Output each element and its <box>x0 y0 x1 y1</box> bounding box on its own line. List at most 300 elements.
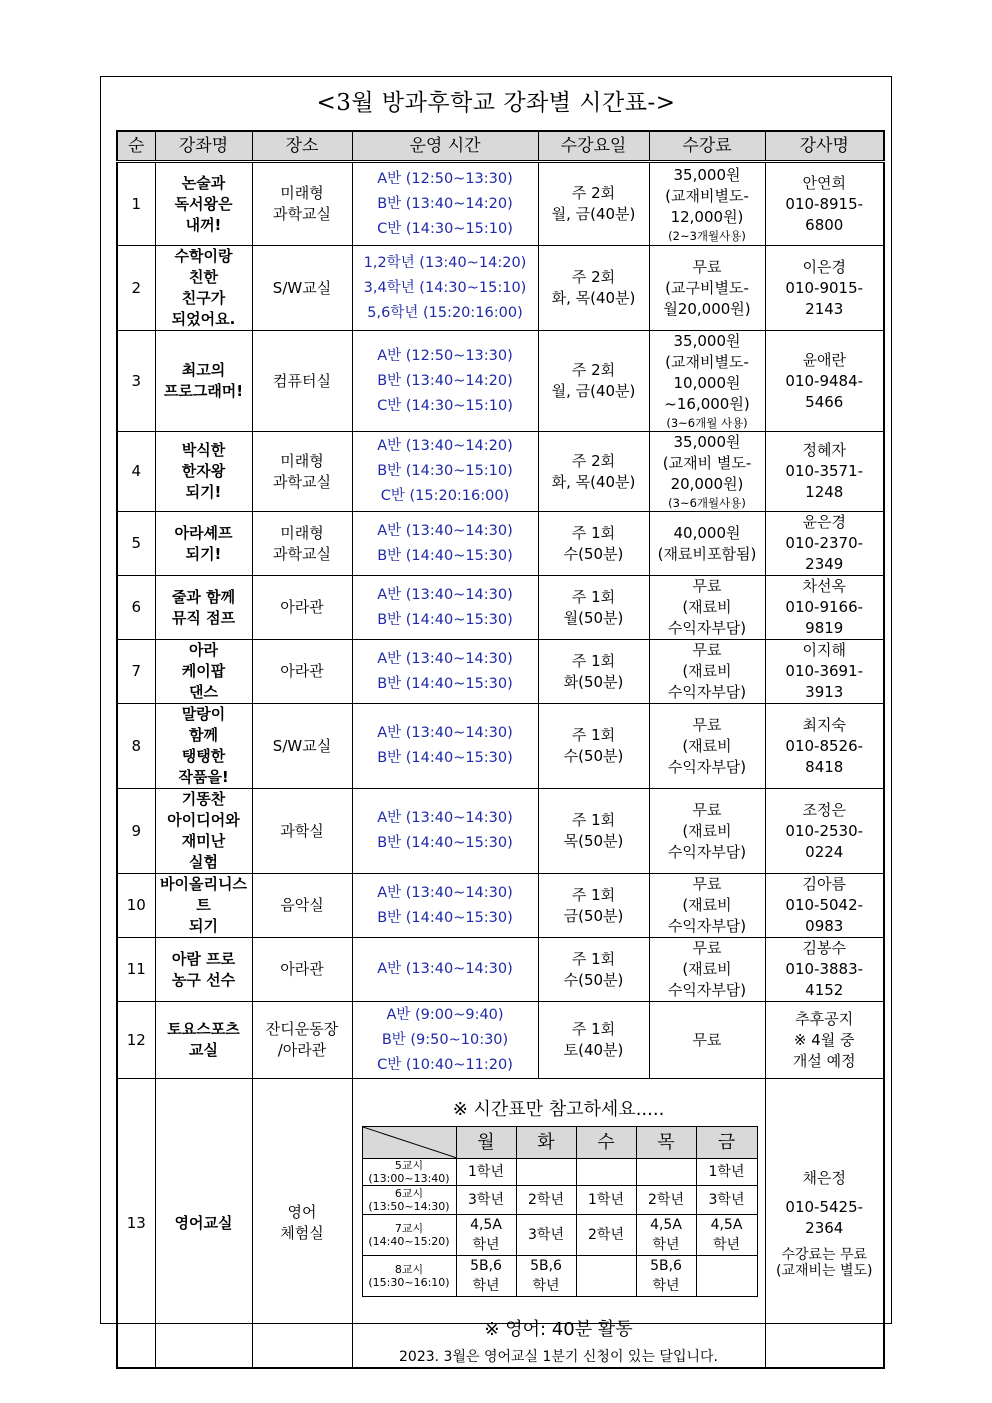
course-times <box>352 938 538 1002</box>
course-line: 최고의 <box>181 361 226 379</box>
course-times <box>352 874 538 938</box>
teacher-line: (교재비는 별도) <box>775 1262 873 1279</box>
days-line: 주 1회 <box>571 726 616 744</box>
teacher-line: 010-5425-2364 <box>785 1197 864 1237</box>
day-header-1: 화 <box>516 1127 576 1159</box>
course-line: 박식한 <box>181 441 226 459</box>
table-row <box>117 576 884 640</box>
grade-line: 학년 <box>472 1278 500 1294</box>
place-line: 과학실 <box>280 821 324 840</box>
period-cell <box>516 1215 576 1256</box>
fee-line: (재료비포함됨) <box>657 544 757 563</box>
teacher-line: 조정은 <box>802 800 846 819</box>
course-name <box>155 640 252 704</box>
english-timetable-cell <box>352 1079 765 1369</box>
course-line: 말랑이 <box>181 705 226 723</box>
course-name <box>155 432 252 512</box>
course-fee <box>649 432 765 512</box>
fee-line: (재료비 <box>682 662 732 680</box>
days-line: 화, 목(40분) <box>551 289 636 307</box>
days-line: 수(50분) <box>563 544 624 563</box>
place-line: 미래형 <box>280 523 324 542</box>
period-label <box>362 1256 456 1297</box>
fee-line: 무료 <box>692 641 722 659</box>
time-line: B반 (14:40~15:30) <box>377 835 513 851</box>
teacher-line: 정혜자 <box>802 441 846 459</box>
teacher-line: 010-2530-0224 <box>785 821 864 861</box>
course-line: 줄과 함께 <box>171 587 236 606</box>
fee-line: 무료 <box>692 577 722 595</box>
period-label-line: 7교시 <box>394 1222 424 1235</box>
place-line: 미래형 <box>280 184 324 202</box>
place-line: 아라관 <box>280 960 324 978</box>
course-place <box>252 704 352 789</box>
teacher-info <box>765 704 884 789</box>
teacher-line: 010-9484-5466 <box>785 371 864 411</box>
period-label <box>362 1215 456 1256</box>
grade-line: 4,5A <box>650 1217 682 1233</box>
days-line: 월(50분) <box>563 608 624 627</box>
place-line: 과학교실 <box>273 205 331 223</box>
time-line: A반 (13:40~14:30) <box>377 884 513 901</box>
table-row <box>117 938 884 1002</box>
course-fee <box>649 640 765 704</box>
teacher-info <box>765 1079 884 1369</box>
day-header-0: 월 <box>456 1127 516 1159</box>
days-line: 주 1회 <box>571 949 616 968</box>
fee-line: 35,000원 <box>673 332 741 350</box>
course-days <box>538 938 649 1002</box>
course-name <box>155 162 252 246</box>
teacher-line: 채은정 <box>802 1168 846 1187</box>
course-times <box>352 640 538 704</box>
fee-line: 20,000원) <box>670 475 744 493</box>
fee-line: 수익자부담) <box>667 981 747 999</box>
fee-line: 수익자부담) <box>667 619 747 637</box>
row-number: 7 <box>117 640 155 704</box>
fee-line: 무료 <box>692 257 722 276</box>
course-fee <box>649 512 765 576</box>
place-line: 미래형 <box>280 451 324 470</box>
days-line: 월, 금(40분) <box>551 382 636 400</box>
course-name <box>155 576 252 640</box>
teacher-line: 윤애란 <box>802 350 846 369</box>
teacher-line: 안연희 <box>802 173 846 192</box>
english-row <box>117 1079 884 1369</box>
course-line: 농구 선수 <box>171 970 236 989</box>
course-fee <box>649 704 765 789</box>
grade-line: 학년 <box>652 1237 680 1253</box>
period-label-line: (13:50~14:30) <box>368 1200 450 1213</box>
time-line: A반 (13:40~14:30) <box>377 810 513 826</box>
time-line: B반 (13:40~14:20) <box>377 372 513 389</box>
days-line: 토(40분) <box>563 1041 624 1059</box>
time-line: 1,2학년 (13:40~14:20) <box>363 254 527 271</box>
time-line: C반 (14:30~15:10) <box>377 397 513 414</box>
course-line: 논술과 <box>181 173 226 192</box>
course-line: 케이팝 <box>181 662 226 680</box>
teacher-line: 최지숙 <box>802 715 846 734</box>
place-line: 컴퓨터실 <box>273 371 331 390</box>
period-cell <box>456 1186 516 1215</box>
fee-line: 수익자부담) <box>667 842 747 861</box>
fee-line: 35,000원 <box>673 433 741 451</box>
english-note: ※ 시간표만 참고하세요..... <box>452 1099 665 1120</box>
grade-line: 1학년 <box>468 1164 504 1180</box>
course-name <box>155 938 252 1002</box>
fee-line: (3~6개월사용) <box>668 496 746 510</box>
fee-line: 10,000원~16,000원) <box>664 374 750 413</box>
time-line: A반 (13:40~14:30) <box>377 650 513 667</box>
course-times <box>352 512 538 576</box>
course-fee <box>649 162 765 246</box>
fee-line: (2~3개월사용) <box>668 228 746 243</box>
teacher-line: 수강료는 무료 <box>781 1246 868 1263</box>
place-line: S/W교실 <box>272 278 332 297</box>
schedule-table <box>116 130 885 1369</box>
table-row <box>117 331 884 432</box>
course-times <box>352 162 538 246</box>
fee-line: 수익자부담) <box>667 917 747 935</box>
fee-line: 무료 <box>692 939 722 957</box>
place-line: 아라관 <box>280 662 324 680</box>
grade-line: 5B,6 <box>650 1258 682 1274</box>
place-line: S/W교실 <box>272 736 332 755</box>
course-line: 작품을! <box>178 768 229 786</box>
period-label <box>362 1159 456 1186</box>
row-number: 5 <box>117 512 155 576</box>
teacher-info <box>765 938 884 1002</box>
place-line: 음악실 <box>280 896 324 914</box>
time-line: B반 (14:40~15:30) <box>377 750 513 766</box>
teacher-line: 김아름 <box>802 875 846 893</box>
teacher-line: 추후공지 <box>795 1009 854 1028</box>
period-cell <box>636 1186 696 1215</box>
course-line: 친구가 <box>181 289 226 307</box>
header-row <box>117 131 884 162</box>
course-place <box>252 162 352 246</box>
course-line: 아람 프로 <box>171 949 236 968</box>
grade-line: 학년 <box>532 1278 560 1294</box>
place-line: 체험실 <box>280 1224 324 1242</box>
course-line: 내꺼! <box>185 215 222 234</box>
period-cell <box>636 1159 696 1186</box>
course-line: 되기! <box>185 544 222 563</box>
row-number: 4 <box>117 432 155 512</box>
header-days: 수강요일 <box>538 131 649 162</box>
days-line: 주 1회 <box>571 523 616 542</box>
time-line: A반 (13:40~14:30) <box>377 961 513 977</box>
teacher-info <box>765 640 884 704</box>
row-number: 3 <box>117 331 155 432</box>
days-line: 화, 목(40분) <box>551 472 636 491</box>
teacher-line: 이지해 <box>802 641 846 659</box>
course-days <box>538 432 649 512</box>
teacher-info <box>765 162 884 246</box>
days-line: 금(50분) <box>563 906 624 925</box>
course-name <box>155 331 252 432</box>
period-cell <box>576 1159 636 1186</box>
fee-line: (교재비 별도- <box>662 454 752 472</box>
period-label-line: (15:30~16:10) <box>368 1276 450 1289</box>
course-line: 댄스 <box>189 683 218 701</box>
course-line: 아이디어와 <box>167 811 240 829</box>
course-days <box>538 331 649 432</box>
header-fee: 수강료 <box>649 131 765 162</box>
table-row <box>117 874 884 938</box>
course-line: 한자왕 <box>181 462 226 480</box>
course-times <box>352 789 538 874</box>
course-line: 수학이랑 <box>174 247 233 265</box>
teacher-info <box>765 789 884 874</box>
row-number: 9 <box>117 789 155 874</box>
time-line: C반 (14:30~15:10) <box>377 220 513 237</box>
days-line: 주 1회 <box>571 811 616 829</box>
period-cell <box>516 1159 576 1186</box>
grade-line: 3학년 <box>528 1227 564 1243</box>
days-line: 주 1회 <box>571 651 616 670</box>
place-line: 아라관 <box>280 598 324 616</box>
place-line: 과학교실 <box>273 472 331 491</box>
english-timetable <box>353 1079 765 1367</box>
period-label <box>362 1186 456 1215</box>
course-line: 함께 <box>189 726 218 744</box>
teacher-line: 010-8526-8418 <box>785 736 864 776</box>
day-header-2: 수 <box>576 1127 636 1159</box>
days-line: 주 1회 <box>571 587 616 606</box>
grade-line: 4,5A <box>710 1217 743 1233</box>
course-place <box>252 1079 352 1369</box>
row-number: 13 <box>117 1079 155 1369</box>
fee-line: 35,000원 <box>673 165 741 184</box>
teacher-line: 010-3691-3913 <box>785 662 864 701</box>
time-line: B반 (14:40~15:30) <box>377 547 513 564</box>
course-days <box>538 640 649 704</box>
time-line: B반 (14:40~15:30) <box>377 675 513 692</box>
course-days <box>538 874 649 938</box>
course-line: 실험 <box>189 853 218 871</box>
time-line: A반 (12:50~13:30) <box>377 170 513 187</box>
teacher-info <box>765 432 884 512</box>
course-name <box>155 704 252 789</box>
teacher-line: 010-2370-2349 <box>785 534 864 573</box>
time-line: C반 (10:40~11:20) <box>377 1056 513 1073</box>
days-line: 주 2회 <box>571 184 616 202</box>
row-number: 10 <box>117 874 155 938</box>
place-line: /아라관 <box>277 1041 327 1059</box>
fee-line: (재료비 <box>682 960 732 978</box>
period-label-line: 8교시 <box>394 1263 424 1276</box>
table-row <box>117 246 884 331</box>
table-row <box>117 704 884 789</box>
page-title: <3월 방과후학교 강좌별 시간표-> <box>316 90 676 116</box>
table-row <box>117 789 884 874</box>
time-line: 5,6학년 (15:20:16:00) <box>367 304 523 321</box>
grade-line: 2학년 <box>588 1227 624 1243</box>
header-time: 운영 시간 <box>352 131 538 162</box>
course-line: 프로그래머! <box>163 382 244 400</box>
course-name <box>155 1002 252 1079</box>
teacher-info <box>765 331 884 432</box>
fee-line: (재료비 <box>682 598 732 616</box>
teacher-info <box>765 246 884 331</box>
grade-line: 5B,6 <box>470 1258 502 1274</box>
period-row <box>362 1215 757 1256</box>
time-line: A반 (13:40~14:30) <box>377 586 513 603</box>
course-line: 독서왕은 <box>174 194 233 213</box>
row-number: 2 <box>117 246 155 331</box>
days-line: 수(50분) <box>563 970 624 989</box>
table-row <box>117 640 884 704</box>
grade-line: 4,5A <box>470 1217 502 1233</box>
course-days <box>538 704 649 789</box>
course-fee <box>649 1002 765 1079</box>
course-line: 교실 <box>189 1041 218 1059</box>
period-label-line: (13:00~13:40) <box>368 1172 450 1185</box>
teacher-line: 010-3883-4152 <box>785 960 864 999</box>
days-line: 주 1회 <box>571 885 616 904</box>
period-cell <box>516 1186 576 1215</box>
days-line: 목(50분) <box>563 832 624 850</box>
course-fee <box>649 938 765 1002</box>
time-line: B반 (9:50~10:30) <box>381 1031 509 1048</box>
period-label-line: 6교시 <box>394 1187 424 1200</box>
fee-line: 무료 <box>692 800 722 819</box>
period-cell <box>456 1159 516 1186</box>
table-row <box>117 1002 884 1079</box>
period-cell <box>576 1256 636 1297</box>
course-fee <box>649 789 765 874</box>
fee-line: (교구비별도- <box>665 278 749 297</box>
teacher-line: 이은경 <box>802 257 846 276</box>
course-times <box>352 1002 538 1079</box>
course-times <box>352 576 538 640</box>
period-cell <box>636 1215 696 1256</box>
place-line: 영어 <box>287 1203 317 1221</box>
course-place <box>252 512 352 576</box>
period-row <box>362 1159 757 1186</box>
time-line: A반 (9:00~9:40) <box>386 1006 504 1023</box>
teacher-line: 김봉수 <box>802 939 846 957</box>
course-line: 탱탱한 <box>181 747 226 765</box>
teacher-line: 010-8915-6800 <box>785 194 864 234</box>
table-row <box>117 432 884 512</box>
fee-line: 수익자부담) <box>667 757 747 776</box>
english-footer-note: 2023. 3월은 영어교실 1분기 신청이 있는 달입니다. <box>399 1349 718 1365</box>
english-header-row <box>362 1127 757 1159</box>
course-times <box>352 331 538 432</box>
fee-line: 월20,000원) <box>663 299 751 318</box>
course-place <box>252 874 352 938</box>
table-row <box>117 512 884 576</box>
diagonal-corner-cell <box>362 1127 456 1159</box>
course-days <box>538 512 649 576</box>
course-days <box>538 789 649 874</box>
teacher-info <box>765 512 884 576</box>
day-header-3: 목 <box>636 1127 696 1159</box>
course-times <box>352 432 538 512</box>
course-name: 영어교실 <box>155 1079 252 1369</box>
grade-line: 학년 <box>472 1237 500 1253</box>
course-line: 되기 <box>189 917 218 935</box>
time-line: B반 (13:40~14:20) <box>377 195 513 212</box>
header-no: 순 <box>117 131 155 162</box>
period-cell <box>516 1256 576 1297</box>
teacher-line: ※ 4월 중 <box>793 1030 855 1049</box>
days-line: 월, 금(40분) <box>551 205 636 223</box>
fee-line: (3~6개월 사용) <box>666 416 748 430</box>
course-line: 아라 <box>189 641 218 659</box>
period-row <box>362 1256 757 1297</box>
header-place: 장소 <box>252 131 352 162</box>
teacher-info <box>765 1002 884 1079</box>
days-line: 주 1회 <box>571 1020 616 1038</box>
row-number: 1 <box>117 162 155 246</box>
period-cell <box>576 1186 636 1215</box>
course-line: 바이올리니스트 <box>160 875 247 914</box>
teacher-line: 010-9015-2143 <box>785 278 864 318</box>
time-line: C반 (15:20:16:00) <box>380 488 510 504</box>
time-line: A반 (13:40~14:30) <box>377 725 513 741</box>
grade-line: 3학년 <box>708 1192 745 1208</box>
course-place <box>252 432 352 512</box>
period-label-line: (14:40~15:20) <box>368 1235 450 1248</box>
course-fee <box>649 576 765 640</box>
time-line: A반 (12:50~13:30) <box>377 347 513 364</box>
fee-line: 40,000원 <box>673 523 741 542</box>
teacher-line: 010-5042-0983 <box>785 896 864 935</box>
time-line: A반 (13:40~14:20) <box>377 438 513 454</box>
course-days <box>538 246 649 331</box>
grade-line: 3학년 <box>468 1192 504 1208</box>
period-cell <box>576 1215 636 1256</box>
course-line: 되었어요. <box>171 310 236 328</box>
course-line: 토요스포츠 <box>167 1020 240 1038</box>
row-number: 8 <box>117 704 155 789</box>
course-name <box>155 246 252 331</box>
teacher-info <box>765 576 884 640</box>
period-cell <box>696 1256 757 1297</box>
table-row <box>117 162 884 246</box>
course-line: 재미난 <box>181 832 226 850</box>
header-course: 강좌명 <box>155 131 252 162</box>
period-cell <box>696 1215 757 1256</box>
grade-line: 학년 <box>712 1237 741 1253</box>
period-cell <box>696 1159 757 1186</box>
course-fee <box>649 874 765 938</box>
teacher-line: 윤은경 <box>802 513 846 531</box>
place-line: 과학교실 <box>273 544 331 563</box>
period-cell <box>456 1215 516 1256</box>
time-line: B반 (14:40~15:30) <box>377 611 513 628</box>
days-line: 화(50분) <box>563 672 624 691</box>
time-line: 3,4학년 (14:30~15:10) <box>363 279 527 296</box>
course-place <box>252 576 352 640</box>
course-days <box>538 1002 649 1079</box>
fee-line: (교재비별도- <box>665 186 749 205</box>
course-days <box>538 576 649 640</box>
grade-line: 1학년 <box>708 1164 745 1180</box>
fee-line: 12,000원) <box>670 207 744 226</box>
course-name <box>155 789 252 874</box>
course-place <box>252 789 352 874</box>
row-number: 6 <box>117 576 155 640</box>
period-label-line: 5교시 <box>394 1159 424 1172</box>
days-line: 수(50분) <box>563 747 624 765</box>
fee-line: 수익자부담) <box>667 683 747 701</box>
teacher-line: 010-3571-1248 <box>785 462 864 501</box>
time-line: A반 (13:40~14:30) <box>377 522 513 539</box>
